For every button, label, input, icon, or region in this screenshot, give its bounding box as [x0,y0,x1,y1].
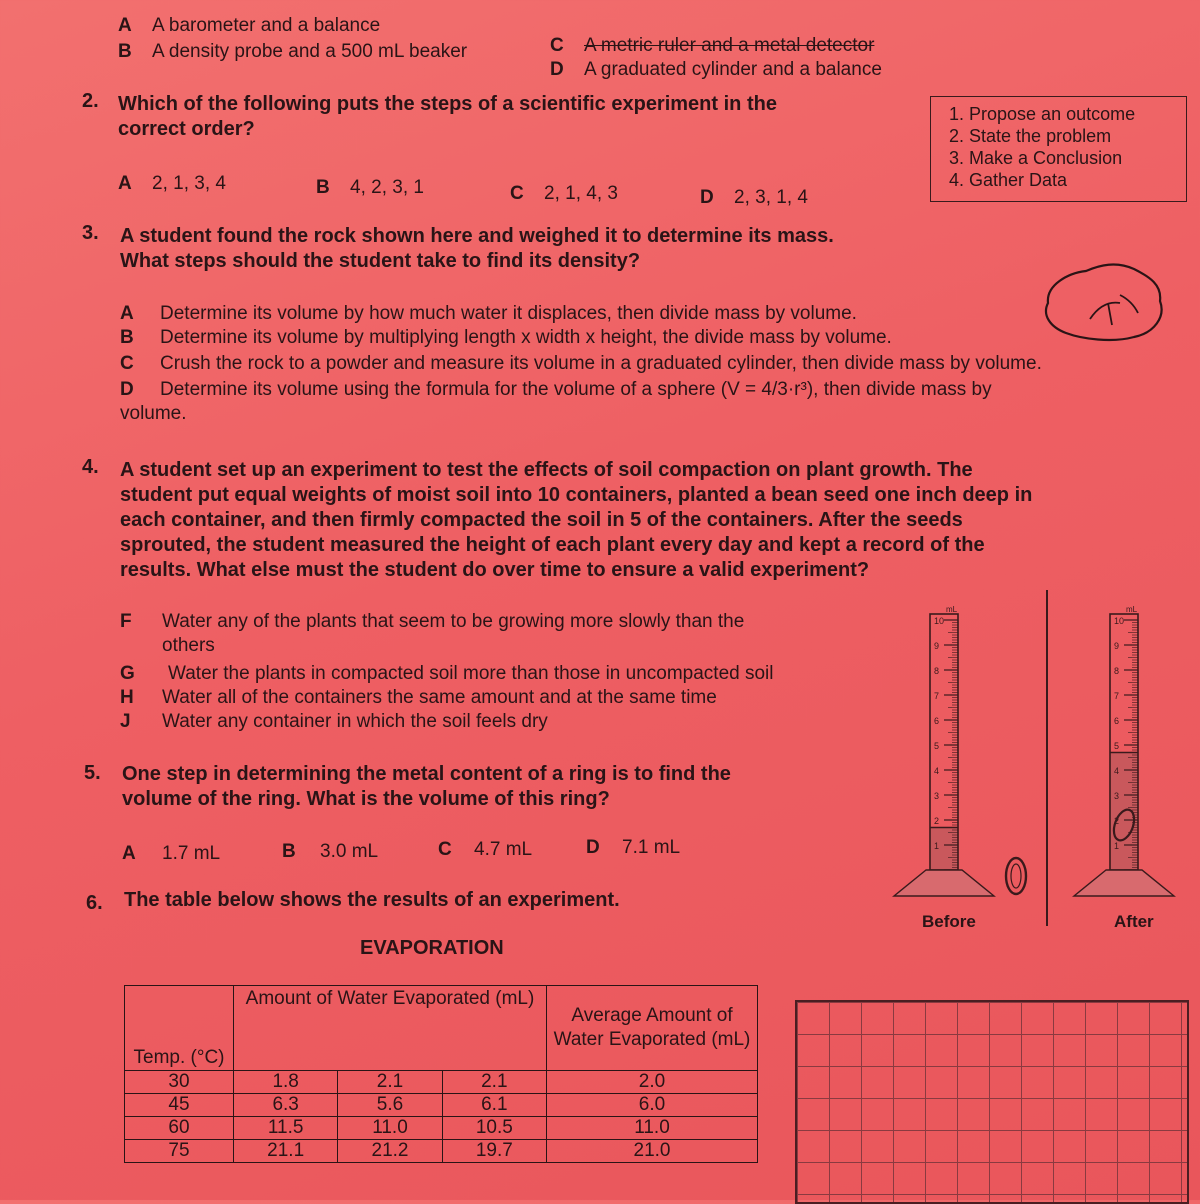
scale-label: 7 [1114,691,1120,701]
scale-label: 9 [934,641,940,651]
q3-option-d: D Determine its volume using the formula for the volume of a sphere (V = 4/3·r³), then divide mass by [120,379,992,400]
scale-label: 10 [934,616,945,626]
scale-label: 9 [1114,641,1120,651]
scale-label: 5 [1114,741,1120,751]
cylinder-base [894,870,994,896]
q5-number: 5. [84,762,101,784]
scale-label: 4 [1114,766,1120,776]
scale-label: 3 [934,791,940,801]
scale-label: 5 [934,741,940,751]
q2-question: Which of the following puts the steps of a scientific experiment in the correct order? [118,93,777,140]
table-row: 75 21.1 21.2 19.7 21.0 [125,1140,758,1163]
scale-label: 4 [934,766,940,776]
q2-option-d: D 2, 3, 1, 4 [700,187,808,208]
cylinder-after [1066,600,1196,920]
scale-label: 1 [934,841,940,851]
q4-option-f: F Water any of the plants that seem to be growing more slowly than the [120,611,745,632]
q3-option-a: A Determine its volume by how much water it displaces, then divide mass by volume. [120,303,857,324]
step-item: 4. Gather Data [949,170,1068,190]
step-item: 2. State the problem [949,126,1112,146]
before-label: Before [922,912,976,931]
q4-option-j: J Water any container in which the soil feels dry [120,711,548,732]
q4-option-f-continued: others [162,635,215,656]
q5-option-a: A 1.7 mL [122,843,221,864]
scale-label: 2 [1114,816,1120,826]
q6-question: The table below shows the results of an experiment. [124,889,620,911]
q5-option-d: D 7.1 mL [586,837,681,858]
scale-label: 8 [934,666,940,676]
q4-question: A student set up an experiment to test the effects of soil compaction on plant growth. The student put equal weights of moist soil into 10 containers, planted a bean seed one inch deep in each container, and then firmly compacted the soil in 5 of the containers. After the seeds sprouted, the student measured the height of each plant every day and kept a record of the results. What else must the student do over time to ensure a valid experiment? [120,459,1033,581]
scale-label: 10 [1114,616,1125,626]
q5-option-b: B 3.0 mL [282,841,379,862]
q1-option-d: D A graduated cylinder and a balance [550,59,882,80]
q1-option-a: A A barometer and a balance [118,15,381,36]
q1-option-c: C A metric ruler and a metal detector [550,35,875,56]
q3-number: 3. [82,222,99,244]
q5-question: One step in determining the metal content of a ring is to find the volume of the ring. What is the volume of this ring? [122,763,731,810]
table-row: 45 6.3 5.6 6.1 6.0 [125,1094,758,1117]
step-item: 3. Make a Conclusion [949,148,1123,168]
unit-label: mL [1126,605,1138,614]
table-title: EVAPORATION [360,937,504,959]
q1-option-b: B A density probe and a 500 mL beaker [118,41,468,62]
q2-number: 2. [82,90,99,112]
q4-number: 4. [82,456,99,478]
scale-label: 6 [1114,716,1120,726]
cylinder-divider [1046,590,1048,926]
q2-option-a: A 2, 1, 3, 4 [118,173,226,194]
scale-label: 1 [1114,841,1120,851]
rock-illustration [1038,255,1170,345]
graph-grid [795,1000,1189,1204]
q2-option-c: C 2, 1, 4, 3 [510,183,618,204]
table-row: 30 1.8 2.1 2.1 2.0 [125,1071,758,1094]
scale-label: 3 [1114,791,1120,801]
header-temp: Temp. (°C) [125,986,234,1071]
header-average: Average Amount of Water Evaporated (mL) [547,986,758,1071]
q3-option-b: B Determine its volume by multiplying length x width x height, the divide mass by volume. [120,327,892,348]
cylinder-before [886,600,1036,920]
q4-option-h: H Water all of the containers the same amount and at the same time [120,687,717,708]
scale-label: 8 [1114,666,1120,676]
ring-inner [1011,864,1021,888]
scale-label: 7 [934,691,940,701]
unit-label: mL [946,605,958,614]
q3-option-c: C Crush the rock to a powder and measure its volume in a graduated cylinder, then divide mass by volume. [120,353,1042,374]
cylinder-base [1074,870,1174,896]
steps-box [930,96,1187,202]
after-label: After [1114,912,1154,931]
q2-option-b: B 4, 2, 3, 1 [316,177,424,198]
q6-number: 6. [86,892,103,914]
table-row: 60 11.5 11.0 10.5 11.0 [125,1117,758,1140]
step-item: 1. Propose an outcome [949,104,1136,124]
q5-option-c: C 4.7 mL [438,839,533,860]
evaporation-table [124,985,758,1163]
scale-label: 6 [934,716,940,726]
q3-question: A student found the rock shown here and weighed it to determine its mass. What steps should the student take to find its density? [120,225,834,272]
header-amount: Amount of Water Evaporated (mL) [234,986,547,1071]
scale-label: 2 [934,816,940,826]
q4-option-g: G Water the plants in compacted soil more than those in uncompacted soil [120,663,774,684]
table-header-row [125,986,758,1071]
q3-option-d-continued: volume. [120,403,187,424]
